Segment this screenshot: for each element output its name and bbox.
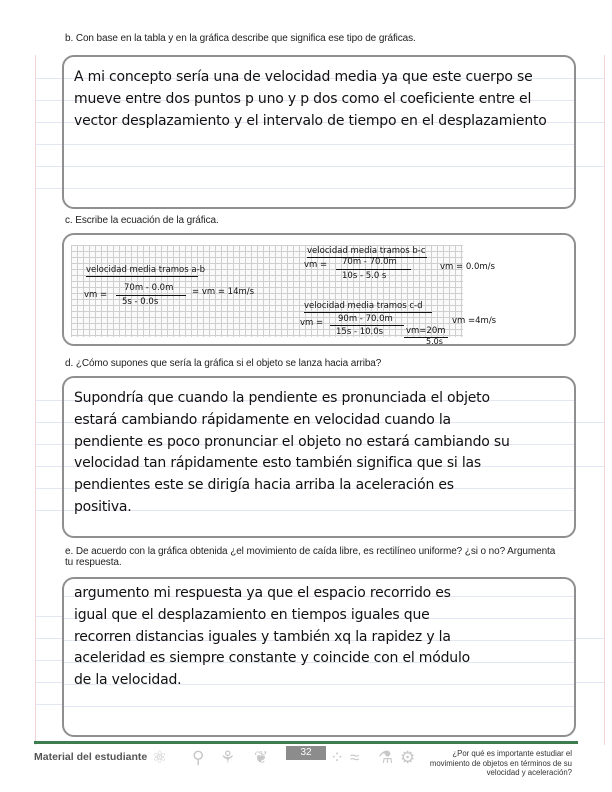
- footer-divider: [34, 741, 578, 744]
- tramo-cd-result-label: vm=20m: [406, 326, 446, 336]
- answer-box-b[interactable]: [62, 55, 576, 209]
- footer-note: ¿Por qué es importante estudiar el movimiento de objetos en términos de su velocidad y aceleración?: [429, 749, 572, 777]
- question-c-prompt: c. Escribe la ecuación de la gráfica.: [65, 215, 219, 226]
- tramo-bc-result: vm = 0.0m/s: [440, 262, 495, 272]
- tramo-cd-final: vm =4m/s: [452, 316, 497, 326]
- tramo-cd-title: velocidad media tramos c-d: [304, 301, 423, 311]
- page-number: 32: [286, 746, 326, 760]
- tramo-ab-vm: vm =: [84, 290, 108, 300]
- molecule-icon: ⚘: [220, 748, 236, 767]
- tramo-bc-title: velocidad media tramos b-c: [307, 246, 426, 256]
- atom-icon: ⚛: [152, 748, 168, 767]
- tramo-cd-numerator: 90m - 70.0m: [338, 314, 393, 324]
- microscope-icon: ⚙: [400, 748, 416, 767]
- answer-b-text: A mi concepto sería una de velocidad media ya que este cuerpo se mueve entre dos puntos p uno y p dos como el coeficiente entre el vector desplazamiento y el intervalo de tiempo en el desplazamiento: [74, 69, 547, 129]
- dna-icon: ≈: [350, 748, 360, 767]
- tramo-bc-denominator: 10s - 5.0 s: [342, 271, 387, 281]
- footer-label: Material del estudiante: [34, 751, 148, 763]
- tramo-ab-numerator: 70m - 0.0m: [124, 283, 174, 293]
- answer-d-text: Supondría que cuando la pendiente es pronunciada el objeto estará cambiando rápidamente en velocidad cuando la pendiente es poco pronunciar el objeto no estará cambiando su velocidad tan rápidamente esto también significa que si las pendientes este se dirigía hacia arriba la aceleración es positiva.: [74, 390, 510, 515]
- answer-e-text: argumento mi respuesta ya que el espacio recorrido es igual que el desplazamiento en tiempos iguales que recorren distancias iguales y también xq la rapidez y la aceleridad es siempre constante y coincide con el módulo de la velocidad.: [74, 585, 471, 689]
- tramo-ab-denominator: 5s - 0.0s: [122, 297, 159, 307]
- bubbles-icon: ⁘: [330, 748, 345, 767]
- tramo-cd-denominator: 15s - 10.0s: [336, 327, 384, 337]
- answer-box-e[interactable]: [62, 577, 576, 737]
- tramo-ab-title: velocidad media tramos a-b: [86, 265, 206, 275]
- answer-box-d[interactable]: [62, 376, 576, 538]
- tramo-bc-vm: vm =: [304, 260, 328, 270]
- tramo-cd-vm: vm =: [300, 318, 324, 328]
- leaf-icon: ❦: [254, 748, 269, 767]
- test-tube-icon: ⚲: [192, 748, 205, 767]
- flask-icon: ⚗: [378, 748, 394, 767]
- question-e-prompt: e. De acuerdo con la gráfica obtenida ¿el movimiento de caída libre, es rectilíneo uniforme? ¿si o no? Argumenta tu respuesta.: [65, 546, 556, 568]
- tramo-bc-numerator: 70m - 70.0m: [342, 257, 397, 267]
- tramo-ab-result: = vm = 14m/s: [192, 287, 255, 297]
- question-b-prompt: b. Con base en la tabla y en la gráfica describe que significa ese tipo de gráficas.: [65, 33, 416, 44]
- margin-line-right: [604, 55, 605, 745]
- answer-box-c[interactable]: [62, 233, 576, 346]
- tramo-cd-result-denominator: 5.0s: [426, 337, 443, 346]
- question-d-prompt: d. ¿Cómo supones que sería la gráfica si el objeto se lanza hacia arriba?: [65, 358, 382, 369]
